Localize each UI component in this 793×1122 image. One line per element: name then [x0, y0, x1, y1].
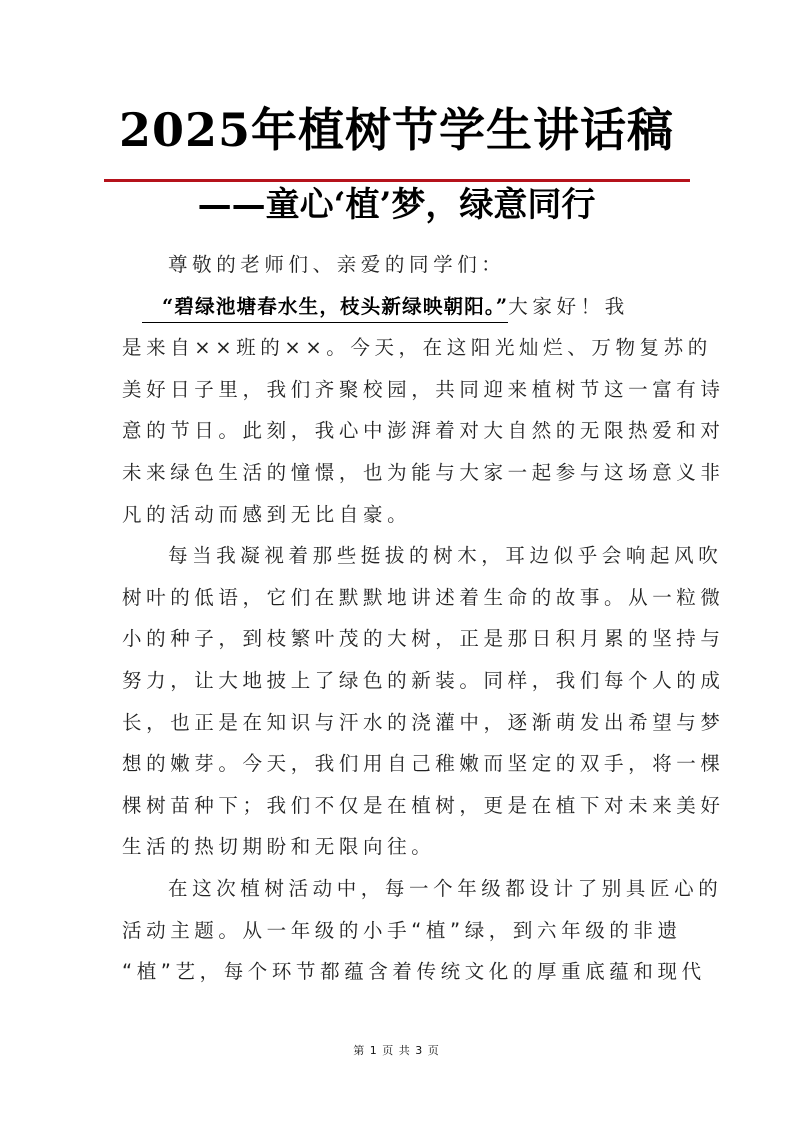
document-subtitle: ——童心‘植’梦，绿意同行 — [197, 185, 596, 225]
paragraph-2-line: 小的种子，到枝繁叶茂的大树，正是那日积月累的坚持与 — [122, 627, 725, 651]
paragraph-1-line: 意的节日。此刻，我心中澎湃着对大自然的无限热爱和对 — [122, 419, 725, 443]
paragraph-2-line: 每当我凝视着那些挺拔的树木，耳边似乎会响起风吹 — [168, 544, 723, 568]
salutation: 尊敬的老师们、亲爱的同学们： — [168, 253, 506, 276]
paragraph-2-line: 树叶的低语，它们在默默地讲述着生命的故事。从一粒微 — [122, 585, 725, 609]
document-body — [122, 244, 725, 993]
paragraph-2-line: 长，也正是在知识与汗水的浇灌中，逐渐萌发出希望与梦 — [122, 710, 725, 734]
paragraph-2-line: 生活的热切期盼和无限向往。 — [122, 835, 436, 859]
paragraph-1-line: 是来自××班的××。今天，在这阳光灿烂、万物复苏的 — [122, 336, 712, 360]
opening-line — [122, 286, 662, 328]
greeting-text: 大家好！我 — [508, 294, 629, 318]
paragraph-3-line: 在这次植树活动中，每一个年级都设计了别具匠心的 — [168, 876, 723, 900]
opening-quote: “碧绿池塘春水生，枝头新绿映朝阳。” — [162, 294, 509, 318]
page-number-footer: 第 1 页 共 3 页 — [353, 1044, 440, 1057]
paragraph-1-line: 凡的活动而感到无比自豪。 — [122, 502, 412, 526]
paragraph-2-line: 棵树苗种下；我们不仅是在植树，更是在植下对未来美好 — [122, 793, 725, 817]
paragraph-3-line: 活动主题。从一年级的小手“植”绿，到六年级的非遗 — [122, 918, 682, 942]
paragraph-3-line: “植”艺，每个环节都蕴含着传统文化的厚重底蕴和现代 — [122, 960, 706, 984]
paragraph-1-line: 未来绿色生活的憧憬，也为能与大家一起参与这场意义非 — [122, 460, 725, 484]
paragraph-2-line: 努力，让大地披上了绿色的新装。同样，我们每个人的成 — [122, 668, 725, 692]
opening-quote-underlined — [142, 292, 508, 323]
document-title: 2025年植树节学生讲话稿 — [118, 103, 675, 157]
paragraph-2-line: 想的嫩芽。今天，我们用自己稚嫩而坚定的双手，将一棵 — [122, 752, 725, 776]
paragraph-1-line: 美好日子里，我们齐聚校园，共同迎来植树节这一富有诗 — [122, 377, 725, 401]
